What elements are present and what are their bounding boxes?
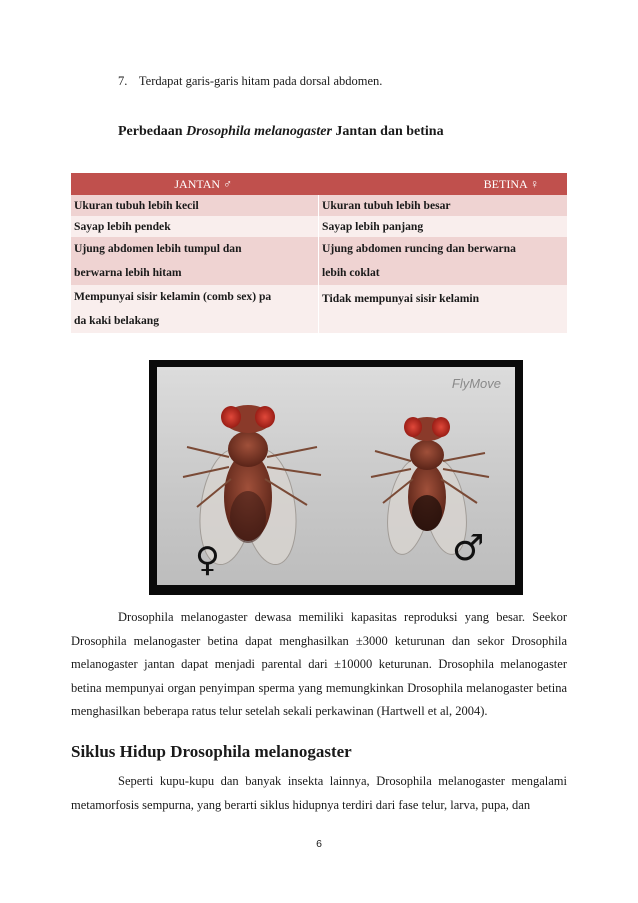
- table-caption: [118, 124, 444, 140]
- paragraph-text: Seperti kupu-kupu dan banyak insekta lainnya, Drosophila melanogaster mengalami metamorfosis sempurna, yang berarti siklus hidupnya terdiri dari fase telur, larva, pupa, dan: [71, 774, 567, 812]
- paragraph-reproduction: [71, 606, 567, 724]
- caption-pre: Perbedaan: [118, 124, 187, 139]
- caption-species: Drosophila melanogaster: [186, 124, 332, 139]
- table-row: [71, 285, 567, 333]
- photo-background: [157, 367, 515, 585]
- paragraph-text: Drosophila melanogaster dewasa memiliki kapasitas reproduksi yang besar. Seekor Drosophila melanogaster betina dapat menghasilkan ±3000 keturunan dan sekor Drosophila melanogaster jantan dapat menjadi parental dari ±10000 keturunan. Drosophila melanogaster betina mempunyai organ penyimpan sperma yang memungkinkan Drosophila melanogaster betina menghasilkan beberapa ratus telur setelah sekali perkawinan (Hartwell et al, 2004).: [71, 610, 567, 718]
- section-heading: Siklus Hidup Drosophila melanogaster: [71, 742, 352, 761]
- table-cell: Ujung abdomen runcing dan berwarna lebih coklat: [319, 237, 568, 285]
- photo-watermark: FlyMove: [451, 376, 501, 391]
- table-cell: Ukuran tubuh lebih kecil: [71, 195, 319, 216]
- list-item-7: [118, 74, 382, 89]
- header-betina: BETINA ♀: [319, 173, 568, 195]
- table-row: [71, 216, 567, 237]
- caption-post: Jantan dan betina: [331, 124, 444, 139]
- fly-photo: [149, 360, 523, 595]
- table-cell: Mempunyai sisir kelamin (comb sex) pa da kaki belakang: [71, 285, 319, 333]
- table-cell: Ujung abdomen lebih tumpul dan berwarna lebih hitam: [71, 237, 319, 285]
- page-number: 6: [316, 838, 322, 850]
- male-symbol: ♂: [452, 528, 485, 569]
- header-jantan: JANTAN ♂: [71, 173, 319, 195]
- table-cell: Sayap lebih panjang: [319, 216, 568, 237]
- table-row: [71, 237, 567, 285]
- list-number: 7.: [118, 74, 128, 88]
- table-header-row: [71, 173, 567, 195]
- table-cell: Tidak mempunyai sisir kelamin: [319, 285, 568, 333]
- table-cell: Sayap lebih pendek: [71, 216, 319, 237]
- comparison-table: [71, 173, 567, 333]
- list-text: Terdapat garis-garis hitam pada dorsal abdomen.: [138, 74, 383, 88]
- female-symbol: ♀: [195, 540, 220, 580]
- table-row: [71, 195, 567, 216]
- table-cell: Ukuran tubuh lebih besar: [319, 195, 568, 216]
- paragraph-lifecycle: [71, 770, 567, 817]
